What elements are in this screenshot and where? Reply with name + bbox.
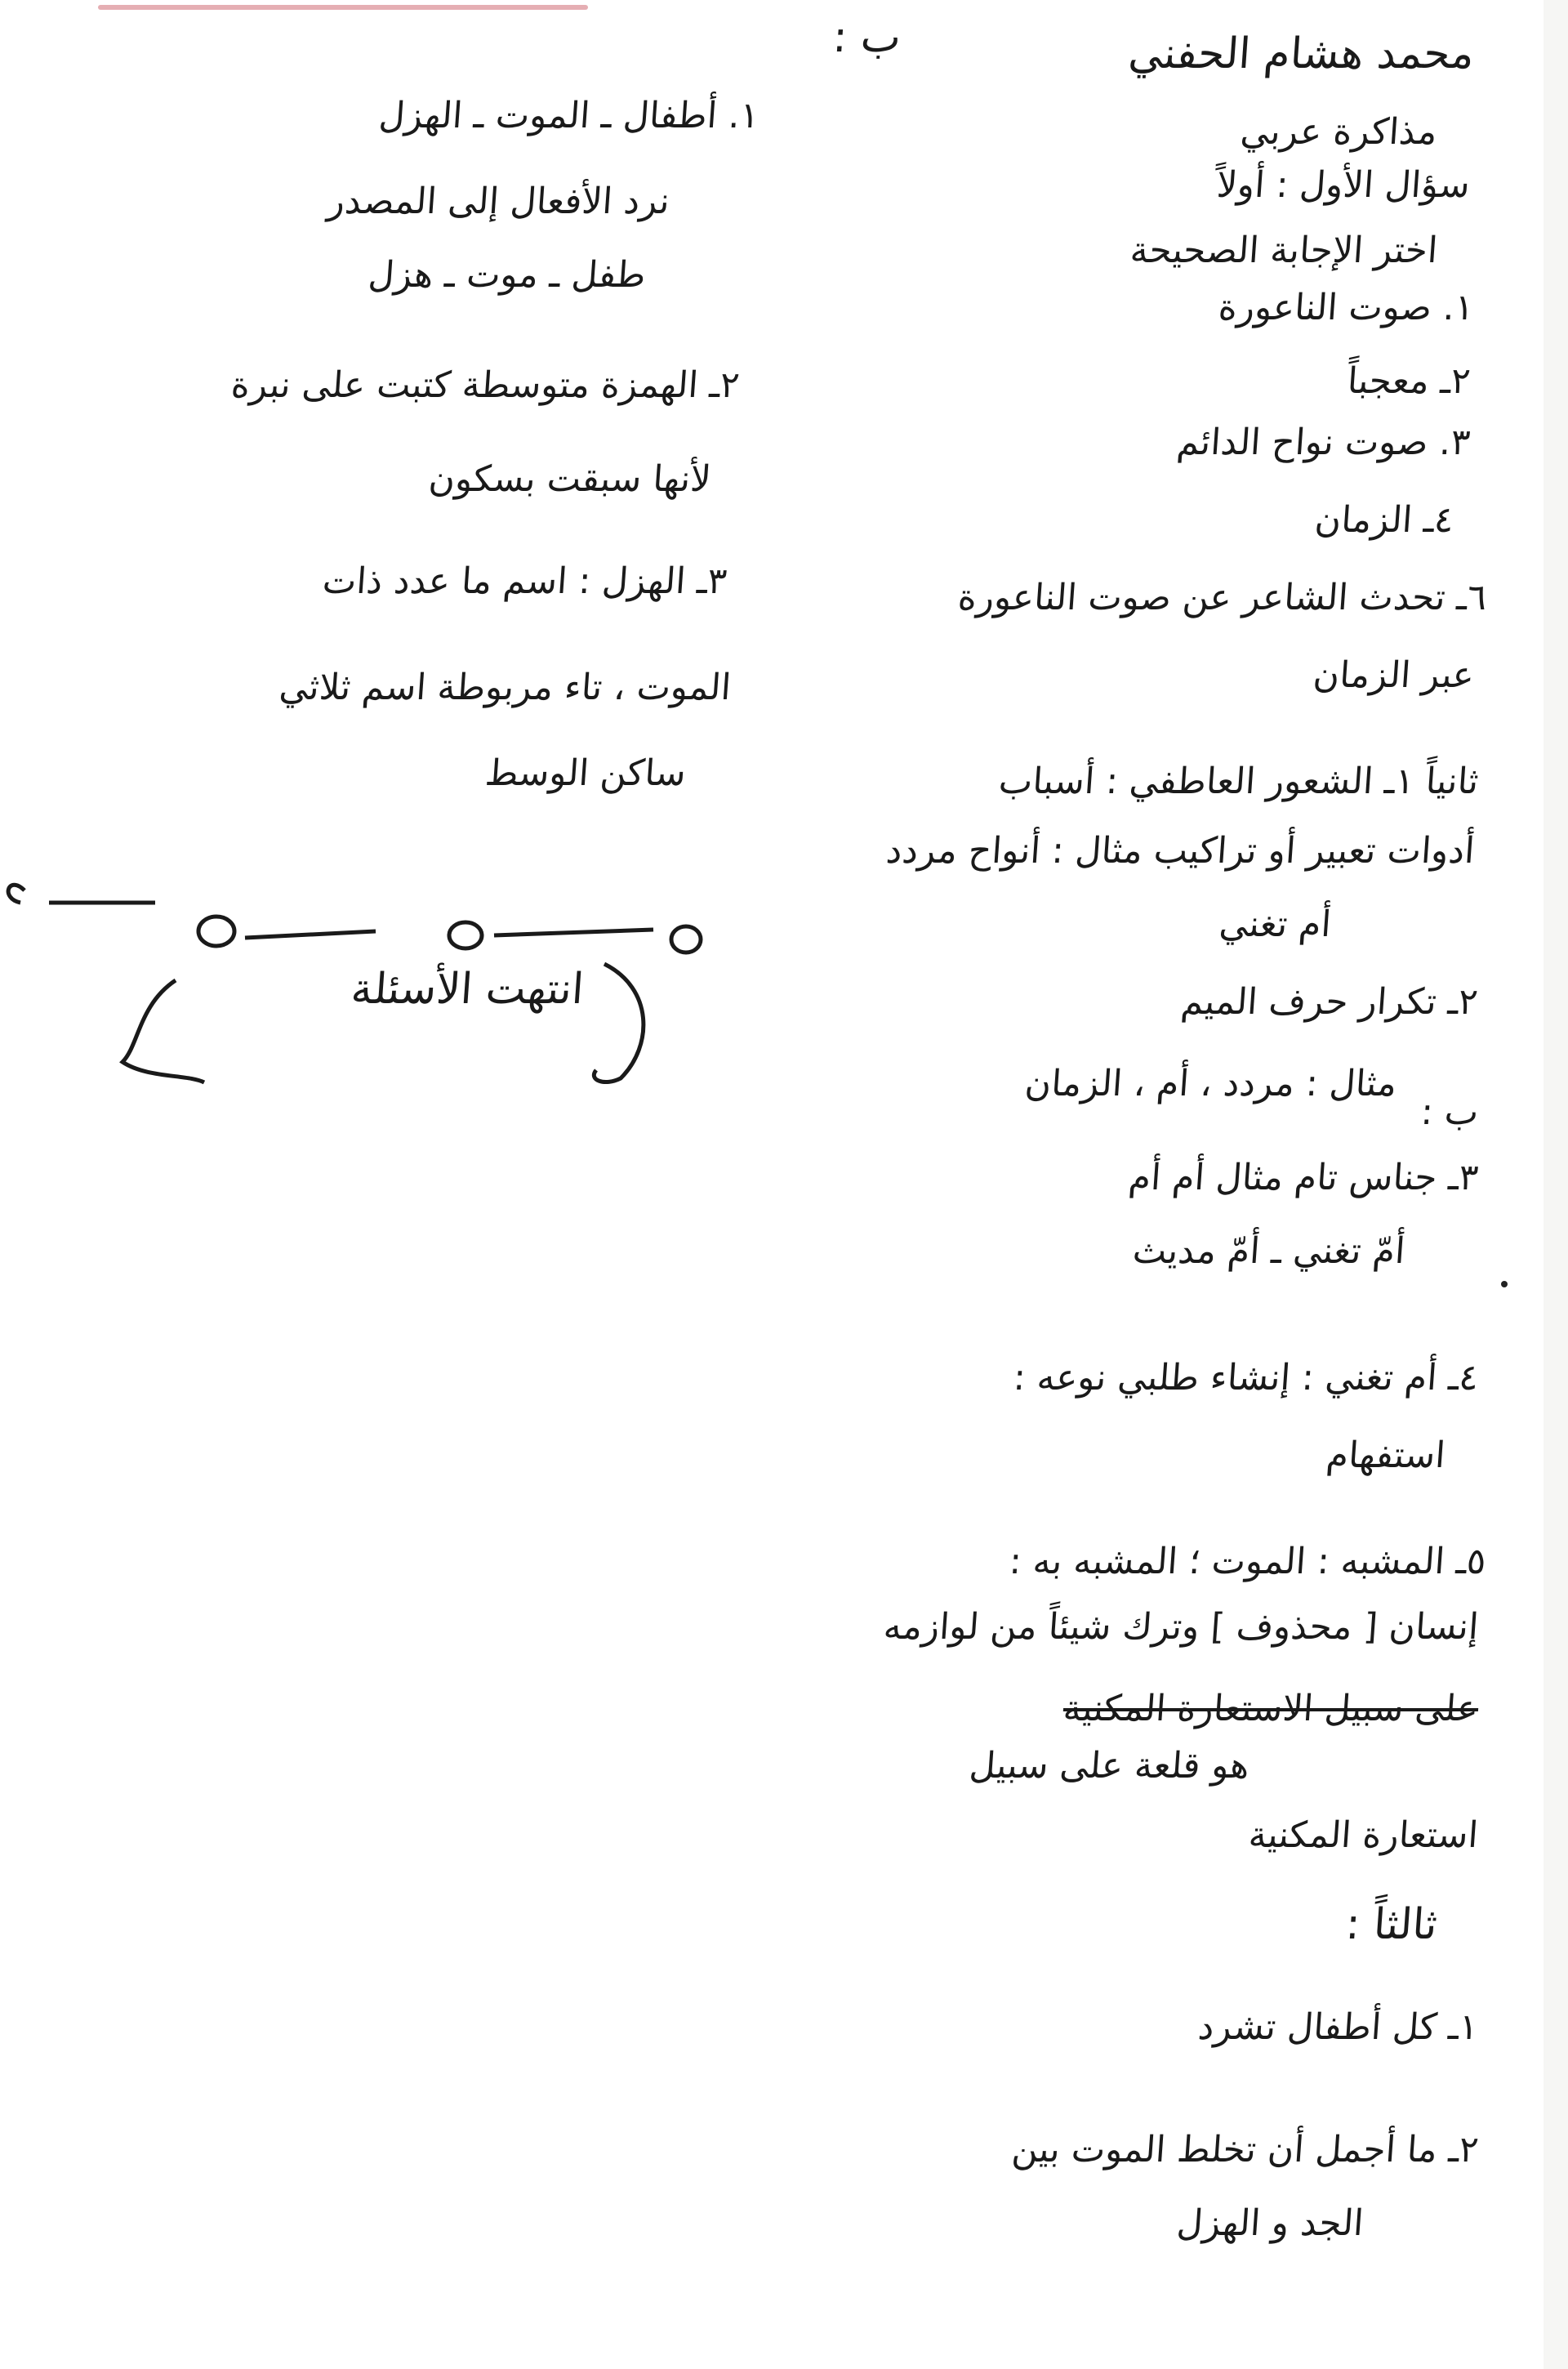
second-4: ٤ـ أم تغني : إنشاء طلبي نوعه :	[1012, 1357, 1480, 1399]
left-3-end: ساكن الوسط	[483, 752, 688, 794]
second-1: ثانياً ١ـ الشعور العاطفي : أسباب	[996, 761, 1480, 802]
student-name: محمد هشام الحفني	[1127, 29, 1477, 78]
third-2-cont: الجد و الهزل	[1175, 2202, 1365, 2244]
q1-instruction: اختر الإجابة الصحيحة	[1129, 230, 1439, 271]
second-3-example: أمّ تغني ـ أمّ مديث	[1130, 1230, 1406, 1272]
second-1-example: أم تغني	[1218, 903, 1333, 945]
answer-1: ١. صوت الناعورة	[1217, 287, 1476, 328]
second-1-cont: أدوات تعبير أو تراكيب مثال : أنواح مردد	[884, 830, 1476, 872]
third-title: ثالثاً :	[1344, 1900, 1440, 1949]
second-5-cont: إنسان [ محذوف ] وترك شيئاً من لوازمه	[881, 1606, 1480, 1648]
answer-6: ٦ـ تحدث الشاعر عن صوت الناعورة	[956, 577, 1488, 618]
closing-text: انتهت الأسئلة	[350, 965, 586, 1014]
second-4-cont: استفهام	[1325, 1434, 1447, 1476]
section-b-label: ب :	[831, 13, 903, 62]
second-2: ٢ـ تكرار حرف الميم	[1179, 981, 1480, 1023]
second-5-end: استعارة المكنية	[1247, 1814, 1480, 1856]
second-3: ٣ـ جناس تام مثال أم أم	[1127, 1157, 1480, 1198]
third-1: ١ـ كل أطفال تشرد	[1196, 2006, 1480, 2048]
section-b-label-2: ب :	[1419, 1091, 1480, 1133]
second-5-correction: هو قلعة على سبيل	[968, 1745, 1251, 1787]
left-1-answer: طفل ـ موت ـ هزل	[366, 254, 647, 296]
left-3: ٣ـ الهزل : اسم ما عدد ذات	[321, 560, 728, 602]
left-3-cont: الموت ، تاء مربوطة اسم ثلاثي	[278, 667, 733, 708]
q1-title: سؤال الأول : أولاً	[1215, 164, 1472, 206]
left-1-note: نرد الأفعال إلى المصدر	[326, 181, 671, 222]
third-2: ٢ـ ما أجمل أن تخلط الموت بين	[1009, 2129, 1480, 2170]
margin-dot	[1501, 1281, 1508, 1287]
left-2: ٢ـ الهمزة متوسطة كتبت على نبرة	[229, 364, 741, 406]
left-1: ١. أطفال ـ الموت ـ الهزل	[377, 95, 761, 136]
second-2-example: مثال : مردد ، أم ، الزمان	[1023, 1063, 1398, 1104]
page-top-edge	[98, 5, 588, 10]
left-2-cont: لأنها سبقت بسكون	[426, 458, 712, 500]
answer-3: ٣. صوت نواح الدائم	[1175, 422, 1472, 463]
subject-title: مذاكرة عربي	[1239, 111, 1439, 153]
second-5-crossed: على سبيل الاستعارة المكنية	[1062, 1688, 1480, 1729]
answer-4: ٤ـ الزمان	[1313, 499, 1455, 541]
answer-6-cont: عبر الزمان	[1312, 654, 1476, 696]
second-5: ٥ـ المشبه : الموت ؛ المشبه به :	[1008, 1541, 1488, 1582]
answer-2: ٢ـ معجباً	[1345, 360, 1472, 402]
